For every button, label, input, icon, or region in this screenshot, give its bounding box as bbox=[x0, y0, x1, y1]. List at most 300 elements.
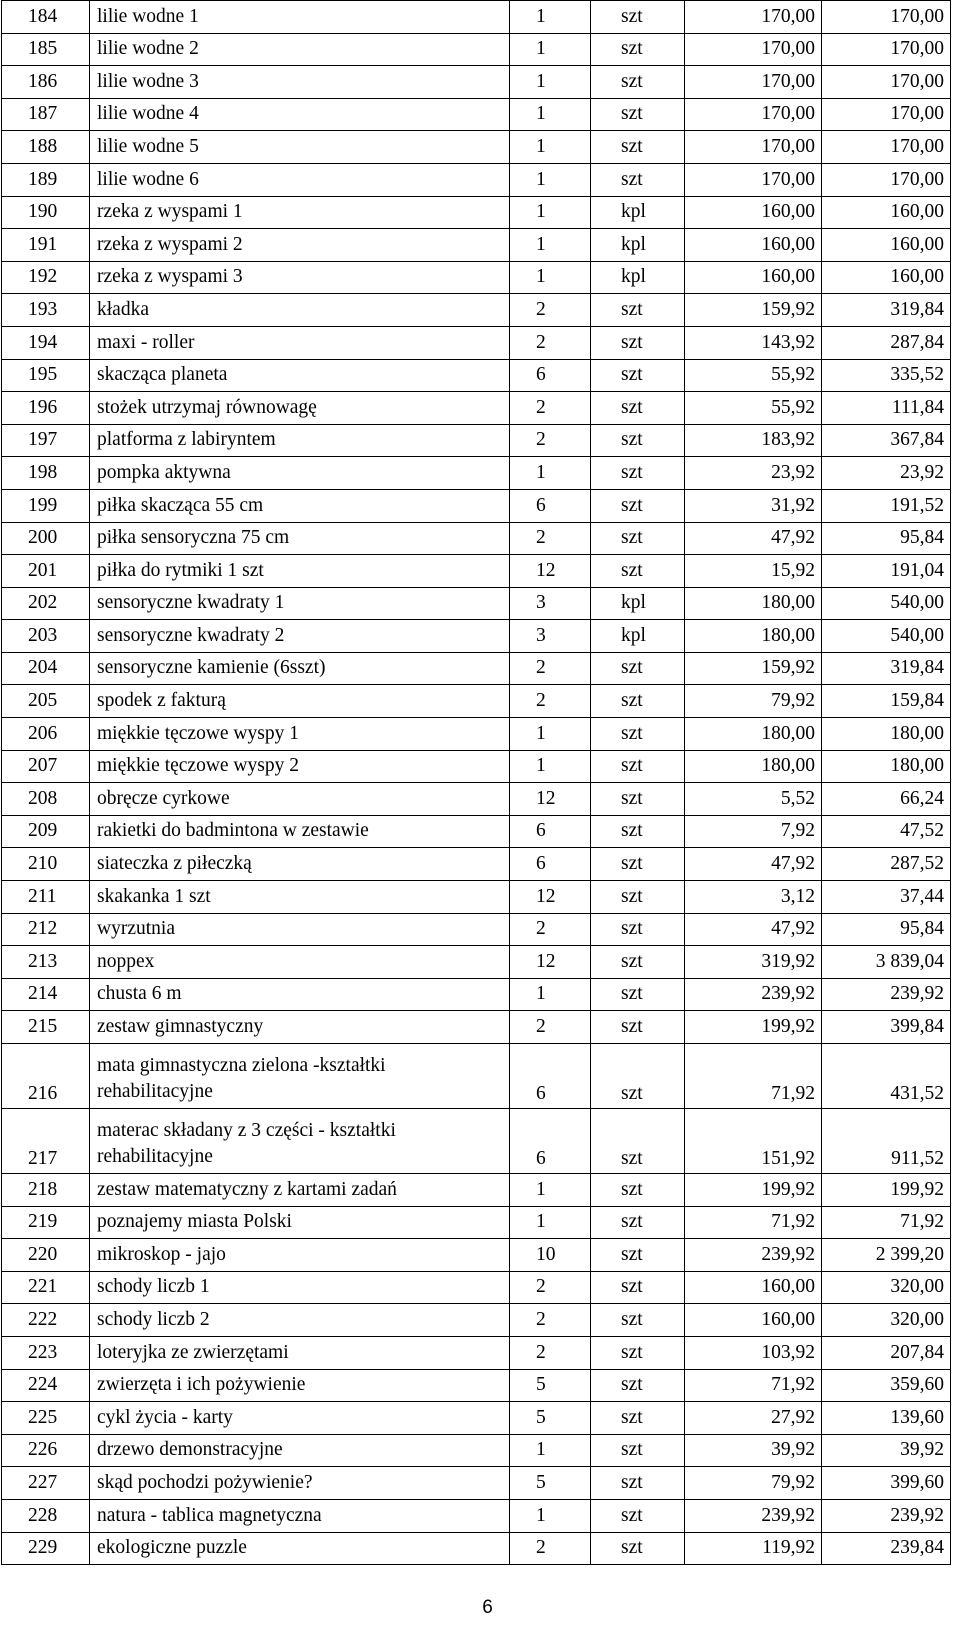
row-number: 207 bbox=[2, 750, 90, 783]
row-number: 217 bbox=[2, 1109, 90, 1174]
item-name: cykl życia - karty bbox=[90, 1402, 510, 1435]
item-quantity: 6 bbox=[510, 359, 591, 392]
item-unit: szt bbox=[591, 1271, 685, 1304]
item-total: 39,92 bbox=[822, 1434, 951, 1467]
table-row bbox=[2, 1011, 951, 1044]
item-unit: szt bbox=[591, 489, 685, 522]
item-quantity: 12 bbox=[510, 946, 591, 979]
item-unit: kpl bbox=[591, 620, 685, 653]
item-unit: szt bbox=[591, 685, 685, 718]
row-number: 202 bbox=[2, 587, 90, 620]
row-number: 210 bbox=[2, 848, 90, 881]
item-name: skacząca planeta bbox=[90, 359, 510, 392]
row-number: 192 bbox=[2, 261, 90, 294]
table-row bbox=[2, 913, 951, 946]
item-name: sensoryczne kamienie (6sszt) bbox=[90, 652, 510, 685]
item-unit-price: 79,92 bbox=[685, 685, 822, 718]
table-row bbox=[2, 750, 951, 783]
item-unit: szt bbox=[591, 881, 685, 914]
row-number: 187 bbox=[2, 98, 90, 131]
item-total: 239,92 bbox=[822, 978, 951, 1011]
item-quantity: 1 bbox=[510, 457, 591, 490]
item-name: wyrzutnia bbox=[90, 913, 510, 946]
row-number: 218 bbox=[2, 1174, 90, 1207]
item-quantity: 6 bbox=[510, 815, 591, 848]
item-quantity: 5 bbox=[510, 1467, 591, 1500]
row-number: 194 bbox=[2, 326, 90, 359]
row-number: 184 bbox=[2, 1, 90, 34]
table-row bbox=[2, 294, 951, 327]
item-total: 47,52 bbox=[822, 815, 951, 848]
item-total: 239,84 bbox=[822, 1532, 951, 1565]
row-number: 208 bbox=[2, 783, 90, 816]
row-number: 225 bbox=[2, 1402, 90, 1435]
item-unit: szt bbox=[591, 1304, 685, 1337]
item-total: 66,24 bbox=[822, 783, 951, 816]
item-unit-price: 71,92 bbox=[685, 1044, 822, 1109]
item-name: sensoryczne kwadraty 2 bbox=[90, 620, 510, 653]
item-name: rakietki do badmintona w zestawie bbox=[90, 815, 510, 848]
table-row bbox=[2, 815, 951, 848]
item-unit-price: 199,92 bbox=[685, 1011, 822, 1044]
item-total: 160,00 bbox=[822, 261, 951, 294]
table-row bbox=[2, 163, 951, 196]
table-row bbox=[2, 1532, 951, 1565]
item-name: loteryjka ze zwierzętami bbox=[90, 1336, 510, 1369]
row-number: 219 bbox=[2, 1206, 90, 1239]
item-quantity: 3 bbox=[510, 587, 591, 620]
table-row bbox=[2, 33, 951, 66]
item-quantity: 2 bbox=[510, 685, 591, 718]
table-row bbox=[2, 946, 951, 979]
row-number: 215 bbox=[2, 1011, 90, 1044]
row-number: 228 bbox=[2, 1499, 90, 1532]
item-unit-price: 183,92 bbox=[685, 424, 822, 457]
items-table-body bbox=[2, 1, 951, 1565]
item-name: lilie wodne 2 bbox=[90, 33, 510, 66]
item-quantity: 2 bbox=[510, 1532, 591, 1565]
item-total: 159,84 bbox=[822, 685, 951, 718]
table-row bbox=[2, 555, 951, 588]
row-number: 205 bbox=[2, 685, 90, 718]
row-number: 195 bbox=[2, 359, 90, 392]
row-number: 220 bbox=[2, 1239, 90, 1272]
item-unit: szt bbox=[591, 98, 685, 131]
item-unit-price: 160,00 bbox=[685, 196, 822, 229]
item-quantity: 6 bbox=[510, 1044, 591, 1109]
item-unit: szt bbox=[591, 1, 685, 34]
item-name: ekologiczne puzzle bbox=[90, 1532, 510, 1565]
table-row bbox=[2, 98, 951, 131]
table-row bbox=[2, 620, 951, 653]
item-total: 287,84 bbox=[822, 326, 951, 359]
row-number: 221 bbox=[2, 1271, 90, 1304]
item-unit-price: 79,92 bbox=[685, 1467, 822, 1500]
item-unit: szt bbox=[591, 294, 685, 327]
row-number: 204 bbox=[2, 652, 90, 685]
item-total: 320,00 bbox=[822, 1271, 951, 1304]
item-quantity: 2 bbox=[510, 522, 591, 555]
table-row bbox=[2, 392, 951, 425]
item-quantity: 1 bbox=[510, 978, 591, 1011]
item-unit: szt bbox=[591, 555, 685, 588]
row-number: 198 bbox=[2, 457, 90, 490]
table-row bbox=[2, 848, 951, 881]
item-name: lilie wodne 5 bbox=[90, 131, 510, 164]
item-total: 37,44 bbox=[822, 881, 951, 914]
item-unit-price: 151,92 bbox=[685, 1109, 822, 1174]
item-total: 319,84 bbox=[822, 294, 951, 327]
item-quantity: 1 bbox=[510, 131, 591, 164]
item-total: 335,52 bbox=[822, 359, 951, 392]
item-name: piłka do rytmiki 1 szt bbox=[90, 555, 510, 588]
item-unit: szt bbox=[591, 163, 685, 196]
item-unit: szt bbox=[591, 522, 685, 555]
row-number: 199 bbox=[2, 489, 90, 522]
item-unit-price: 170,00 bbox=[685, 1, 822, 34]
item-unit: szt bbox=[591, 1044, 685, 1109]
item-unit-price: 239,92 bbox=[685, 978, 822, 1011]
table-row bbox=[2, 66, 951, 99]
item-name: miękkie tęczowe wyspy 2 bbox=[90, 750, 510, 783]
item-total: 111,84 bbox=[822, 392, 951, 425]
item-total: 180,00 bbox=[822, 750, 951, 783]
item-unit-price: 239,92 bbox=[685, 1239, 822, 1272]
item-name: obręcze cyrkowe bbox=[90, 783, 510, 816]
table-row bbox=[2, 1271, 951, 1304]
item-quantity: 6 bbox=[510, 848, 591, 881]
item-unit-price: 71,92 bbox=[685, 1206, 822, 1239]
item-unit-price: 170,00 bbox=[685, 98, 822, 131]
row-number: 226 bbox=[2, 1434, 90, 1467]
row-number: 206 bbox=[2, 718, 90, 751]
table-row bbox=[2, 457, 951, 490]
item-unit-price: 3,12 bbox=[685, 881, 822, 914]
item-unit-price: 23,92 bbox=[685, 457, 822, 490]
row-number: 213 bbox=[2, 946, 90, 979]
item-name: drzewo demonstracyjne bbox=[90, 1434, 510, 1467]
item-quantity: 3 bbox=[510, 620, 591, 653]
item-unit-price: 7,92 bbox=[685, 815, 822, 848]
item-quantity: 1 bbox=[510, 66, 591, 99]
item-total: 399,60 bbox=[822, 1467, 951, 1500]
item-unit: szt bbox=[591, 1369, 685, 1402]
item-quantity: 2 bbox=[510, 326, 591, 359]
item-unit-price: 170,00 bbox=[685, 131, 822, 164]
row-number: 185 bbox=[2, 33, 90, 66]
item-unit: szt bbox=[591, 652, 685, 685]
item-name: zestaw matematyczny z kartami zadań bbox=[90, 1174, 510, 1207]
item-total: 540,00 bbox=[822, 587, 951, 620]
item-quantity: 2 bbox=[510, 424, 591, 457]
item-unit-price: 160,00 bbox=[685, 229, 822, 262]
item-total: 911,52 bbox=[822, 1109, 951, 1174]
item-unit: szt bbox=[591, 1174, 685, 1207]
item-unit: kpl bbox=[591, 261, 685, 294]
item-unit: kpl bbox=[591, 196, 685, 229]
row-number: 211 bbox=[2, 881, 90, 914]
item-unit: szt bbox=[591, 392, 685, 425]
item-unit-price: 160,00 bbox=[685, 1304, 822, 1337]
item-name: materac składany z 3 części - kształtki rehabilitacyjne bbox=[90, 1109, 510, 1174]
item-total: 2 399,20 bbox=[822, 1239, 951, 1272]
item-unit-price: 47,92 bbox=[685, 522, 822, 555]
row-number: 188 bbox=[2, 131, 90, 164]
row-number: 189 bbox=[2, 163, 90, 196]
table-row bbox=[2, 881, 951, 914]
item-quantity: 1 bbox=[510, 98, 591, 131]
item-name: lilie wodne 1 bbox=[90, 1, 510, 34]
item-total: 170,00 bbox=[822, 163, 951, 196]
item-unit: szt bbox=[591, 1467, 685, 1500]
item-unit-price: 47,92 bbox=[685, 848, 822, 881]
item-unit-price: 47,92 bbox=[685, 913, 822, 946]
item-total: 139,60 bbox=[822, 1402, 951, 1435]
item-unit-price: 5,52 bbox=[685, 783, 822, 816]
item-quantity: 1 bbox=[510, 750, 591, 783]
item-total: 199,92 bbox=[822, 1174, 951, 1207]
item-unit: szt bbox=[591, 1499, 685, 1532]
item-unit: szt bbox=[591, 1532, 685, 1565]
item-quantity: 1 bbox=[510, 1499, 591, 1532]
item-name: piłka sensoryczna 75 cm bbox=[90, 522, 510, 555]
item-name: rzeka z wyspami 2 bbox=[90, 229, 510, 262]
item-total: 160,00 bbox=[822, 229, 951, 262]
item-unit-price: 55,92 bbox=[685, 359, 822, 392]
items-table bbox=[1, 0, 951, 1565]
item-total: 287,52 bbox=[822, 848, 951, 881]
item-unit-price: 159,92 bbox=[685, 652, 822, 685]
item-total: 191,04 bbox=[822, 555, 951, 588]
item-total: 170,00 bbox=[822, 131, 951, 164]
item-total: 71,92 bbox=[822, 1206, 951, 1239]
table-row bbox=[2, 229, 951, 262]
item-unit-price: 55,92 bbox=[685, 392, 822, 425]
item-quantity: 1 bbox=[510, 718, 591, 751]
item-unit: szt bbox=[591, 815, 685, 848]
table-row bbox=[2, 1174, 951, 1207]
item-unit: szt bbox=[591, 1206, 685, 1239]
item-total: 170,00 bbox=[822, 1, 951, 34]
row-number: 200 bbox=[2, 522, 90, 555]
item-unit-price: 71,92 bbox=[685, 1369, 822, 1402]
row-number: 186 bbox=[2, 66, 90, 99]
row-number: 214 bbox=[2, 978, 90, 1011]
item-total: 431,52 bbox=[822, 1044, 951, 1109]
table-row bbox=[2, 1044, 951, 1109]
item-quantity: 5 bbox=[510, 1369, 591, 1402]
item-name: rzeka z wyspami 1 bbox=[90, 196, 510, 229]
item-total: 399,84 bbox=[822, 1011, 951, 1044]
item-name: lilie wodne 3 bbox=[90, 66, 510, 99]
item-unit: szt bbox=[591, 1336, 685, 1369]
row-number: 223 bbox=[2, 1336, 90, 1369]
item-total: 359,60 bbox=[822, 1369, 951, 1402]
item-unit: szt bbox=[591, 1109, 685, 1174]
item-total: 320,00 bbox=[822, 1304, 951, 1337]
item-quantity: 12 bbox=[510, 881, 591, 914]
item-unit: szt bbox=[591, 1402, 685, 1435]
item-name: lilie wodne 4 bbox=[90, 98, 510, 131]
item-unit: szt bbox=[591, 978, 685, 1011]
item-unit-price: 170,00 bbox=[685, 163, 822, 196]
item-quantity: 12 bbox=[510, 555, 591, 588]
item-unit: szt bbox=[591, 424, 685, 457]
item-total: 540,00 bbox=[822, 620, 951, 653]
item-unit-price: 159,92 bbox=[685, 294, 822, 327]
table-row bbox=[2, 1109, 951, 1174]
item-name: mikroskop - jajo bbox=[90, 1239, 510, 1272]
row-number: 197 bbox=[2, 424, 90, 457]
item-name: sensoryczne kwadraty 1 bbox=[90, 587, 510, 620]
item-quantity: 1 bbox=[510, 1434, 591, 1467]
row-number: 203 bbox=[2, 620, 90, 653]
table-row bbox=[2, 685, 951, 718]
item-quantity: 2 bbox=[510, 913, 591, 946]
row-number: 196 bbox=[2, 392, 90, 425]
table-row bbox=[2, 1467, 951, 1500]
item-unit: kpl bbox=[591, 587, 685, 620]
item-quantity: 1 bbox=[510, 1, 591, 34]
item-name: skąd pochodzi pożywienie? bbox=[90, 1467, 510, 1500]
item-unit: szt bbox=[591, 33, 685, 66]
table-row bbox=[2, 489, 951, 522]
table-row bbox=[2, 587, 951, 620]
item-unit-price: 180,00 bbox=[685, 750, 822, 783]
item-quantity: 10 bbox=[510, 1239, 591, 1272]
item-unit-price: 239,92 bbox=[685, 1499, 822, 1532]
table-row bbox=[2, 1499, 951, 1532]
item-total: 207,84 bbox=[822, 1336, 951, 1369]
table-row bbox=[2, 522, 951, 555]
item-name: chusta 6 m bbox=[90, 978, 510, 1011]
item-quantity: 1 bbox=[510, 1174, 591, 1207]
item-total: 180,00 bbox=[822, 718, 951, 751]
row-number: 201 bbox=[2, 555, 90, 588]
table-row bbox=[2, 978, 951, 1011]
item-name: maxi - roller bbox=[90, 326, 510, 359]
item-unit-price: 103,92 bbox=[685, 1336, 822, 1369]
item-unit: szt bbox=[591, 718, 685, 751]
item-quantity: 2 bbox=[510, 652, 591, 685]
item-total: 3 839,04 bbox=[822, 946, 951, 979]
item-unit: szt bbox=[591, 848, 685, 881]
item-name: noppex bbox=[90, 946, 510, 979]
item-unit: szt bbox=[591, 1011, 685, 1044]
table-row bbox=[2, 1206, 951, 1239]
item-quantity: 12 bbox=[510, 783, 591, 816]
table-row bbox=[2, 1336, 951, 1369]
item-total: 191,52 bbox=[822, 489, 951, 522]
item-name: miękkie tęczowe wyspy 1 bbox=[90, 718, 510, 751]
item-name: natura - tablica magnetyczna bbox=[90, 1499, 510, 1532]
item-unit: szt bbox=[591, 1434, 685, 1467]
row-number: 224 bbox=[2, 1369, 90, 1402]
table-row bbox=[2, 718, 951, 751]
row-number: 227 bbox=[2, 1467, 90, 1500]
item-quantity: 2 bbox=[510, 1011, 591, 1044]
item-quantity: 2 bbox=[510, 1271, 591, 1304]
item-unit-price: 180,00 bbox=[685, 587, 822, 620]
item-unit-price: 180,00 bbox=[685, 620, 822, 653]
table-row bbox=[2, 131, 951, 164]
item-quantity: 1 bbox=[510, 229, 591, 262]
item-name: piłka skacząca 55 cm bbox=[90, 489, 510, 522]
item-unit: szt bbox=[591, 457, 685, 490]
item-unit-price: 180,00 bbox=[685, 718, 822, 751]
row-number: 216 bbox=[2, 1044, 90, 1109]
item-unit-price: 27,92 bbox=[685, 1402, 822, 1435]
item-unit: szt bbox=[591, 783, 685, 816]
item-total: 160,00 bbox=[822, 196, 951, 229]
item-name: lilie wodne 6 bbox=[90, 163, 510, 196]
item-name: skakanka 1 szt bbox=[90, 881, 510, 914]
item-unit-price: 39,92 bbox=[685, 1434, 822, 1467]
item-quantity: 1 bbox=[510, 261, 591, 294]
item-unit-price: 160,00 bbox=[685, 1271, 822, 1304]
table-row bbox=[2, 261, 951, 294]
item-unit-price: 160,00 bbox=[685, 261, 822, 294]
row-number: 222 bbox=[2, 1304, 90, 1337]
item-total: 367,84 bbox=[822, 424, 951, 457]
item-total: 170,00 bbox=[822, 66, 951, 99]
table-row bbox=[2, 1304, 951, 1337]
item-total: 170,00 bbox=[822, 98, 951, 131]
item-unit: szt bbox=[591, 326, 685, 359]
item-quantity: 2 bbox=[510, 1336, 591, 1369]
page-number: 6 bbox=[482, 1597, 493, 1618]
item-name: pompka aktywna bbox=[90, 457, 510, 490]
item-unit: szt bbox=[591, 359, 685, 392]
item-name: platforma z labiryntem bbox=[90, 424, 510, 457]
item-unit: szt bbox=[591, 1239, 685, 1272]
table-row bbox=[2, 196, 951, 229]
item-name: rzeka z wyspami 3 bbox=[90, 261, 510, 294]
table-row bbox=[2, 1434, 951, 1467]
item-name: schody liczb 1 bbox=[90, 1271, 510, 1304]
item-total: 95,84 bbox=[822, 913, 951, 946]
item-name: siateczka z piłeczką bbox=[90, 848, 510, 881]
item-name: schody liczb 2 bbox=[90, 1304, 510, 1337]
table-row bbox=[2, 326, 951, 359]
item-name: poznajemy miasta Polski bbox=[90, 1206, 510, 1239]
item-unit-price: 199,92 bbox=[685, 1174, 822, 1207]
item-unit: szt bbox=[591, 913, 685, 946]
item-total: 239,92 bbox=[822, 1499, 951, 1532]
row-number: 212 bbox=[2, 913, 90, 946]
table-row bbox=[2, 424, 951, 457]
item-unit: szt bbox=[591, 946, 685, 979]
item-quantity: 2 bbox=[510, 294, 591, 327]
row-number: 229 bbox=[2, 1532, 90, 1565]
item-unit-price: 170,00 bbox=[685, 66, 822, 99]
table-row bbox=[2, 783, 951, 816]
item-total: 95,84 bbox=[822, 522, 951, 555]
item-unit-price: 143,92 bbox=[685, 326, 822, 359]
table-row bbox=[2, 1239, 951, 1272]
item-quantity: 6 bbox=[510, 489, 591, 522]
item-total: 23,92 bbox=[822, 457, 951, 490]
item-quantity: 2 bbox=[510, 392, 591, 425]
item-quantity: 1 bbox=[510, 1206, 591, 1239]
row-number: 190 bbox=[2, 196, 90, 229]
item-unit-price: 31,92 bbox=[685, 489, 822, 522]
item-total: 319,84 bbox=[822, 652, 951, 685]
item-quantity: 1 bbox=[510, 33, 591, 66]
item-quantity: 5 bbox=[510, 1402, 591, 1435]
item-unit: szt bbox=[591, 131, 685, 164]
item-unit-price: 119,92 bbox=[685, 1532, 822, 1565]
